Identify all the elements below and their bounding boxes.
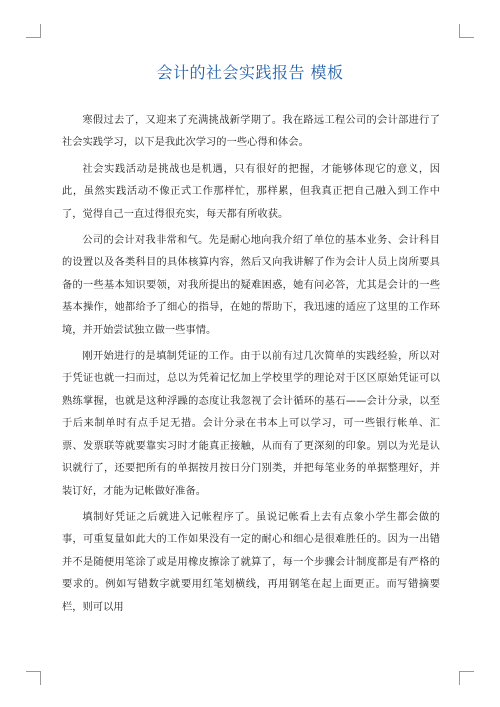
paragraph-5: 填制好凭证之后就进入记帐程序了。虽说记帐看上去有点象小学生都会做的事，可重复量如此大的工作如果没有一定的耐心和细心是很难胜任的。因为一出错并不是随便用笔涂了或是用橡皮擦涂了就算了，每一个步骤会计制度都是有严格的要求的。例如写错数字就要用红笔划横线，再用钢笔在起上面更正。而写错摘要栏，则可以用: [62, 511, 440, 613]
crop-mark-bottom-right: [459, 671, 460, 685]
crop-mark-bottom-left: [40, 671, 41, 685]
paragraph-4: 刚开始进行的是填制凭证的工作。由于以前有过几次简单的实践经验，所以对于凭证也就一扫而过，总以为凭着记忆加上学校里学的理论对于区区原始凭证可以熟练掌握，也就是这种浮躁的态度让我忽视了会计循环的基石——会计分录，以至于后来制单时有点手足无措。会计分录在书本上可以学习，可一些银行帐单、汇票、发票联等就要靠实习时才能真正接触，从而有了更深刻的印象。别以为光是认识就行了，还要把所有的单据按月按日分门别类，并把每笔业务的单据整理好，并装订好，才能为记帐做好准备。: [62, 351, 440, 497]
paragraph-1: 寒假过去了，又迎来了充满挑战新学期了。我在路远工程公司的会计部进行了社会实践学习，以下是我此次学习的一些心得和体会。: [62, 115, 440, 149]
document-body: [62, 110, 440, 623]
paragraph-2: 社会实践活动是挑战也是机遇，只有很好的把握，才能够体现它的意义，因此，虽然实践活动不像正式工作那样忙，那样累，但我真正把自己融入到工作中了，觉得自己一直过得很充实，每天都有所收获。: [62, 163, 440, 220]
crop-mark-bottom-left: [26, 671, 40, 672]
crop-mark-top-left: [26, 37, 40, 38]
document-title: 会计的社会实践报告 模板: [156, 63, 344, 82]
crop-mark-top-right: [459, 24, 460, 38]
crop-mark-bottom-right: [460, 671, 474, 672]
paragraph-3: 公司的会计对我非常和气。先是耐心地向我介绍了单位的基本业务、会计科目的设置以及各类科目的具体核算内容，然后又向我讲解了作为会计人员上岗所要具备的一些基本知识要领，对我所提出的疑难困惑，她有问必答，尤其是会计的一些基本操作，她都给予了细心的指导，在她的帮助下，我迅速的适应了这里的工作环境，并开始尝试独立做一些事情。: [62, 235, 440, 336]
crop-mark-top-left: [40, 24, 41, 38]
crop-mark-top-right: [460, 37, 474, 38]
